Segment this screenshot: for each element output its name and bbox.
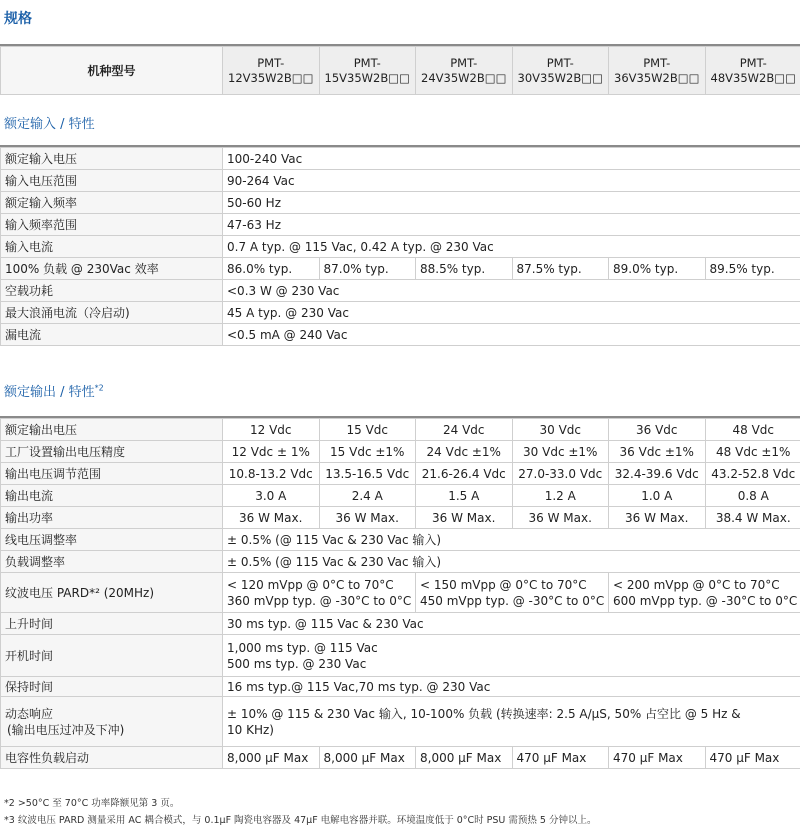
model-prefix: PMT- — [643, 55, 671, 70]
row-label-line: 动态响应 — [5, 706, 54, 721]
row-value: 47-63 Hz — [223, 214, 800, 236]
output-section-title-sup: *2 — [94, 383, 104, 393]
model-prefix: PMT- — [546, 55, 574, 70]
table-row — [1, 214, 800, 236]
value-line: ± 10% @ 115 & 230 Vac 输入, 10-100% 负载 (转换速率: 2.5 A/µS, 50% 占空比 @ 5 Hz & — [227, 706, 741, 721]
row-label: 输出电压调节范围 — [1, 463, 223, 485]
row-value — [416, 573, 609, 613]
row-value: 48 Vdc ±1% — [705, 441, 800, 463]
value-line: 360 mVpp typ. @ -30°C to 0°C — [227, 593, 412, 608]
value-line: < 150 mVpp @ 0°C to 70°C — [420, 577, 587, 592]
row-label: 输入频率范围 — [1, 214, 223, 236]
table-row — [1, 613, 800, 635]
table-row — [1, 507, 800, 529]
row-value: 10.8-13.2 Vdc — [223, 463, 320, 485]
value-line: 450 mVpp typ. @ -30°C to 0°C — [420, 593, 605, 608]
model-header-table — [0, 46, 800, 95]
table-row — [1, 419, 800, 441]
row-value: 12 Vdc ± 1% — [223, 441, 320, 463]
row-value: ± 0.5% (@ 115 Vac & 230 Vac 输入) — [223, 529, 800, 551]
row-value: 470 µF Max — [512, 747, 609, 769]
row-label: 漏电流 — [1, 324, 223, 346]
model-prefix: PMT- — [257, 55, 285, 70]
model-prefix: PMT- — [739, 55, 767, 70]
row-value: 36 W Max. — [416, 507, 513, 529]
row-label: 输入电压范围 — [1, 170, 223, 192]
model-label: 机种型号 — [1, 47, 223, 95]
row-value: 90-264 Vac — [223, 170, 800, 192]
row-value: 32.4-39.6 Vdc — [609, 463, 706, 485]
row-value: 470 µF Max — [705, 747, 800, 769]
model-suffix: 36V35W2B□□ — [614, 70, 700, 85]
row-value: 38.4 W Max. — [705, 507, 800, 529]
table-row — [1, 551, 800, 573]
row-value: 16 ms typ.@ 115 Vac,70 ms typ. @ 230 Vac — [223, 677, 800, 697]
table-row — [1, 677, 800, 697]
input-spec-table — [0, 147, 800, 346]
row-value — [223, 697, 800, 747]
model-name — [223, 47, 320, 95]
row-value: 36 Vdc ±1% — [609, 441, 706, 463]
row-value: 89.0% typ. — [609, 258, 706, 280]
value-line: < 120 mVpp @ 0°C to 70°C — [227, 577, 394, 592]
table-row — [1, 441, 800, 463]
row-value: 36 W Max. — [319, 507, 416, 529]
row-label: 额定输出电压 — [1, 419, 223, 441]
table-row — [1, 635, 800, 677]
output-spec-table — [0, 418, 800, 769]
row-value: 43.2-52.8 Vdc — [705, 463, 800, 485]
footnote: *2 >50°C 至 70°C 功率降额见第 3 页。 — [4, 798, 180, 809]
row-label: 负载调整率 — [1, 551, 223, 573]
row-label: 空载功耗 — [1, 280, 223, 302]
row-label: 上升时间 — [1, 613, 223, 635]
row-value: 2.4 A — [319, 485, 416, 507]
row-label: 100% 负载 @ 230Vac 效率 — [1, 258, 223, 280]
row-value: 1.2 A — [512, 485, 609, 507]
table-row — [1, 280, 800, 302]
model-prefix: PMT- — [353, 55, 381, 70]
table-row — [1, 573, 800, 613]
row-value: 0.8 A — [705, 485, 800, 507]
model-name — [705, 47, 800, 95]
row-value: 8,000 µF Max — [223, 747, 320, 769]
table-row — [1, 302, 800, 324]
table-row — [1, 192, 800, 214]
value-line: 10 KHz) — [227, 722, 274, 737]
table-row — [1, 485, 800, 507]
row-value: 100-240 Vac — [223, 148, 800, 170]
model-name — [512, 47, 609, 95]
table-row — [1, 697, 800, 747]
row-label-line: (输出电压过冲及下冲) — [7, 722, 125, 737]
row-label — [1, 697, 223, 747]
row-value: 48 Vdc — [705, 419, 800, 441]
input-section-title: 额定输入 / 特性 — [4, 117, 95, 132]
value-line: 1,000 ms typ. @ 115 Vac — [227, 640, 378, 655]
row-value: 86.0% typ. — [223, 258, 320, 280]
row-label: 最大浪涌电流（冷启动) — [1, 302, 223, 324]
row-value: 27.0-33.0 Vdc — [512, 463, 609, 485]
row-value: 30 ms typ. @ 115 Vac & 230 Vac — [223, 613, 800, 635]
table-row — [1, 148, 800, 170]
row-value: 89.5% typ. — [705, 258, 800, 280]
row-value: 15 Vdc ±1% — [319, 441, 416, 463]
output-section-title — [4, 381, 104, 400]
row-value: 36 W Max. — [512, 507, 609, 529]
row-label: 额定输入电压 — [1, 148, 223, 170]
row-value: 45 A typ. @ 230 Vac — [223, 302, 800, 324]
value-line: 600 mVpp typ. @ -30°C to 0°C — [613, 593, 798, 608]
row-value: 1.0 A — [609, 485, 706, 507]
row-value: 50-60 Hz — [223, 192, 800, 214]
row-label: 输出电流 — [1, 485, 223, 507]
model-suffix: 15V35W2B□□ — [324, 70, 410, 85]
model-prefix: PMT- — [450, 55, 478, 70]
model-suffix: 48V35W2B□□ — [710, 70, 796, 85]
row-value: 3.0 A — [223, 485, 320, 507]
row-value: 24 Vdc — [416, 419, 513, 441]
row-label: 输入电流 — [1, 236, 223, 258]
row-label: 保持时间 — [1, 677, 223, 697]
row-value: 12 Vdc — [223, 419, 320, 441]
value-line: 500 ms typ. @ 230 Vac — [227, 656, 367, 671]
row-value: 0.7 A typ. @ 115 Vac, 0.42 A typ. @ 230 Vac — [223, 236, 800, 258]
table-row — [1, 258, 800, 280]
row-value — [223, 573, 416, 613]
table-row — [1, 529, 800, 551]
row-value: <0.5 mA @ 240 Vac — [223, 324, 800, 346]
footnote: *3 纹波电压 PARD 测量采用 AC 耦合模式，与 0.1µF 陶瓷电容器及 47µF 电解电容器并联。环境温度低于 0°C时 PSU 需预热 5 分钟以上。 — [4, 815, 597, 826]
row-label: 工厂设置输出电压精度 — [1, 441, 223, 463]
model-name — [319, 47, 416, 95]
model-suffix: 30V35W2B□□ — [517, 70, 603, 85]
row-value: 30 Vdc — [512, 419, 609, 441]
value-line: < 200 mVpp @ 0°C to 70°C — [613, 577, 780, 592]
row-value: 13.5-16.5 Vdc — [319, 463, 416, 485]
row-value: 24 Vdc ±1% — [416, 441, 513, 463]
table-row — [1, 170, 800, 192]
row-value: 8,000 µF Max — [416, 747, 513, 769]
page-title: 规格 — [4, 11, 32, 27]
table-row — [1, 236, 800, 258]
row-value: 87.5% typ. — [512, 258, 609, 280]
row-label: 线电压调整率 — [1, 529, 223, 551]
row-label: 电容性负载启动 — [1, 747, 223, 769]
row-value: ± 0.5% (@ 115 Vac & 230 Vac 输入) — [223, 551, 800, 573]
row-label: 纹波电压 PARD*² (20MHz) — [1, 573, 223, 613]
row-value: 1.5 A — [416, 485, 513, 507]
row-label: 开机时间 — [1, 635, 223, 677]
model-name — [609, 47, 706, 95]
row-value: 36 W Max. — [223, 507, 320, 529]
row-value — [609, 573, 800, 613]
table-row — [1, 463, 800, 485]
row-value: 88.5% typ. — [416, 258, 513, 280]
row-value — [223, 635, 800, 677]
row-value: 21.6-26.4 Vdc — [416, 463, 513, 485]
row-label: 输出功率 — [1, 507, 223, 529]
row-value: 87.0% typ. — [319, 258, 416, 280]
table-row — [1, 324, 800, 346]
row-value: <0.3 W @ 230 Vac — [223, 280, 800, 302]
row-value: 36 Vdc — [609, 419, 706, 441]
row-label: 额定输入频率 — [1, 192, 223, 214]
table-row — [1, 747, 800, 769]
row-value: 8,000 µF Max — [319, 747, 416, 769]
row-value: 470 µF Max — [609, 747, 706, 769]
model-suffix: 12V35W2B□□ — [228, 70, 314, 85]
row-value: 30 Vdc ±1% — [512, 441, 609, 463]
model-suffix: 24V35W2B□□ — [421, 70, 507, 85]
row-value: 36 W Max. — [609, 507, 706, 529]
row-value: 15 Vdc — [319, 419, 416, 441]
output-section-title-text: 额定输出 / 特性 — [4, 385, 95, 400]
model-name — [416, 47, 513, 95]
